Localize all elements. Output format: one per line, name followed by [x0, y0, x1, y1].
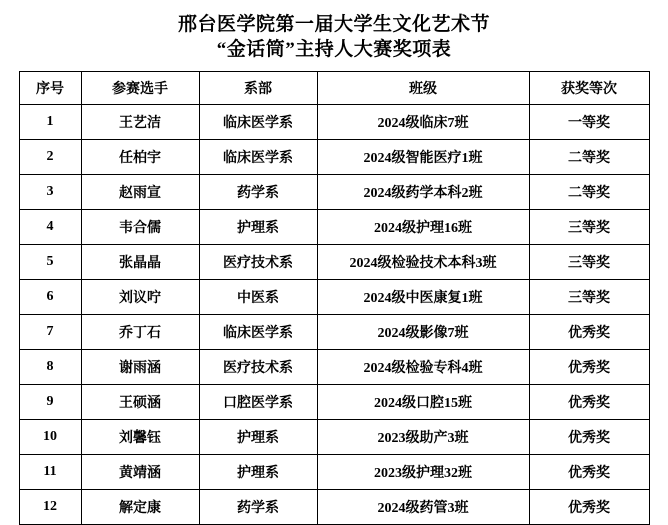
cell-class: 2024级临床7班: [317, 105, 529, 140]
cell-class: 2023级助产3班: [317, 420, 529, 455]
cell-index: 3: [19, 175, 81, 210]
table-row: [19, 385, 649, 420]
cell-index: 12: [19, 490, 81, 525]
table-row: [19, 245, 649, 280]
cell-award: 优秀奖: [529, 420, 649, 455]
cell-index: 8: [19, 350, 81, 385]
title-line-1: 邢台医学院第一届大学生文化艺术节: [177, 14, 490, 35]
cell-class: 2024级智能医疗1班: [317, 140, 529, 175]
cell-class: 2024级中医康复1班: [317, 280, 529, 315]
cell-class: 2024级药管3班: [317, 490, 529, 525]
cell-department: 医疗技术系: [199, 245, 317, 280]
cell-department: 护理系: [199, 455, 317, 490]
cell-contestant: 王艺洁: [81, 105, 199, 140]
cell-contestant: 任柏宇: [81, 140, 199, 175]
column-header-award: 获奖等次: [529, 72, 649, 105]
cell-award: 优秀奖: [529, 385, 649, 420]
table-row: [19, 210, 649, 245]
table-row: [19, 490, 649, 525]
cell-award: 二等奖: [529, 140, 649, 175]
cell-index: 1: [19, 105, 81, 140]
cell-contestant: 王硕涵: [81, 385, 199, 420]
cell-class: 2024级检验技术本科3班: [317, 245, 529, 280]
cell-award: 优秀奖: [529, 315, 649, 350]
table-header: [19, 72, 649, 105]
cell-contestant: 刘馨钰: [81, 420, 199, 455]
table-body: [19, 105, 649, 525]
table-row: [19, 105, 649, 140]
title-line-2: “金话筒”主持人大赛奖项表: [216, 39, 452, 60]
cell-contestant: 解定康: [81, 490, 199, 525]
table-row: [19, 350, 649, 385]
cell-contestant: 乔丁石: [81, 315, 199, 350]
cell-department: 药学系: [199, 175, 317, 210]
column-header-contestant: 参赛选手: [81, 72, 199, 105]
cell-class: 2024级护理16班: [317, 210, 529, 245]
cell-department: 护理系: [199, 210, 317, 245]
cell-contestant: 谢雨涵: [81, 350, 199, 385]
column-header-class: 班级: [317, 72, 529, 105]
table-header-row: [19, 72, 649, 105]
cell-index: 10: [19, 420, 81, 455]
table-row: [19, 455, 649, 490]
cell-class: 2024级影像7班: [317, 315, 529, 350]
cell-department: 药学系: [199, 490, 317, 525]
cell-index: 9: [19, 385, 81, 420]
cell-award: 优秀奖: [529, 455, 649, 490]
table-row: [19, 280, 649, 315]
cell-class: 2023级护理32班: [317, 455, 529, 490]
table-row: [19, 420, 649, 455]
cell-award: 一等奖: [529, 105, 649, 140]
cell-index: 6: [19, 280, 81, 315]
cell-class: 2024级口腔15班: [317, 385, 529, 420]
cell-department: 医疗技术系: [199, 350, 317, 385]
cell-award: 二等奖: [529, 175, 649, 210]
cell-department: 中医系: [199, 280, 317, 315]
cell-index: 5: [19, 245, 81, 280]
column-header-index: 序号: [19, 72, 81, 105]
column-header-department: 系部: [199, 72, 317, 105]
award-table: [19, 71, 650, 525]
cell-index: 7: [19, 315, 81, 350]
cell-award: 三等奖: [529, 210, 649, 245]
cell-award: 优秀奖: [529, 350, 649, 385]
document-title: [10, 12, 658, 62]
cell-class: 2024级检验专科4班: [317, 350, 529, 385]
cell-index: 4: [19, 210, 81, 245]
cell-contestant: 韦合儒: [81, 210, 199, 245]
cell-award: 优秀奖: [529, 490, 649, 525]
cell-award: 三等奖: [529, 245, 649, 280]
cell-department: 临床医学系: [199, 140, 317, 175]
cell-class: 2024级药学本科2班: [317, 175, 529, 210]
cell-contestant: 张晶晶: [81, 245, 199, 280]
cell-department: 护理系: [199, 420, 317, 455]
table-row: [19, 175, 649, 210]
cell-department: 临床医学系: [199, 105, 317, 140]
cell-index: 2: [19, 140, 81, 175]
cell-contestant: 刘议咛: [81, 280, 199, 315]
cell-department: 临床医学系: [199, 315, 317, 350]
table-row: [19, 315, 649, 350]
cell-department: 口腔医学系: [199, 385, 317, 420]
cell-award: 三等奖: [529, 280, 649, 315]
cell-contestant: 赵雨宣: [81, 175, 199, 210]
table-row: [19, 140, 649, 175]
cell-contestant: 黄靖涵: [81, 455, 199, 490]
cell-index: 11: [19, 455, 81, 490]
